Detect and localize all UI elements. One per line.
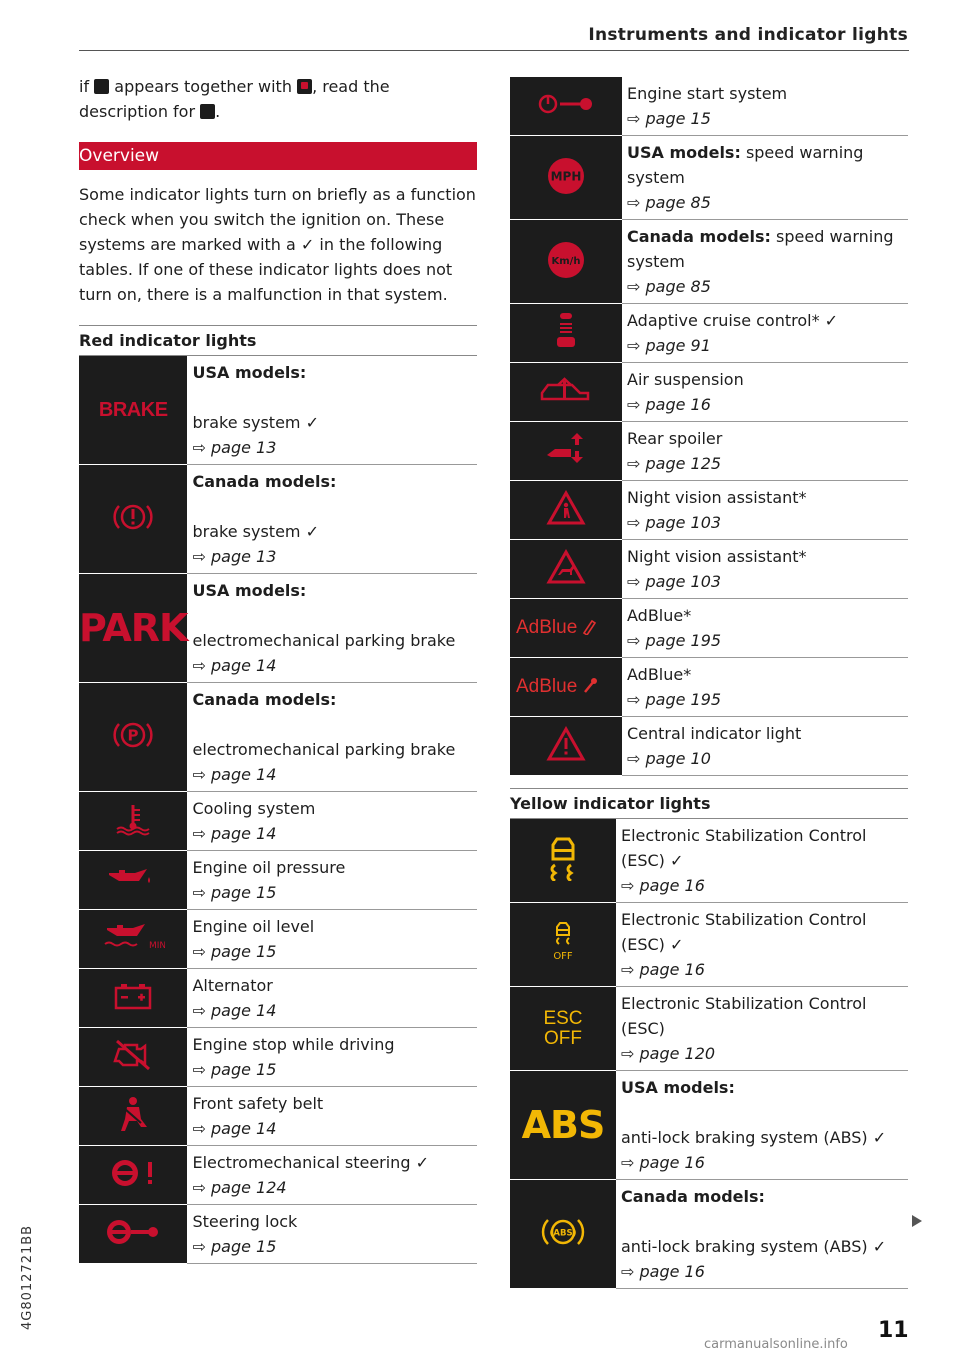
page-link[interactable]: ⇨ page 15 (192, 942, 277, 961)
page-link[interactable]: ⇨ page 85 (627, 277, 711, 296)
row-desc: Engine oil pressure (192, 858, 346, 877)
adblue-wrench-icon: AdBlue (510, 658, 622, 717)
intro-part1: if (79, 77, 90, 96)
page-link[interactable]: ⇨ page 120 (621, 1044, 716, 1063)
mph-icon (510, 136, 622, 220)
svg-text:MIN: MIN (149, 941, 166, 951)
row-desc: Alternator (192, 976, 273, 995)
brake-circle-icon (79, 465, 187, 574)
row-desc: speed warning system (627, 227, 894, 271)
page-link[interactable]: ⇨ page 16 (621, 1262, 705, 1281)
svg-text:P: P (127, 726, 139, 745)
oil-pressure-mini-icon-2 (200, 104, 215, 119)
page-link[interactable]: ⇨ page 15 (627, 109, 711, 128)
page-link[interactable]: ⇨ page 16 (621, 1153, 705, 1172)
row-desc: AdBlue* (627, 606, 692, 625)
row-desc: anti-lock braking system (ABS) ✓ (621, 1128, 887, 1147)
row-desc: AdBlue* (627, 665, 692, 684)
table-row (510, 363, 908, 422)
table-row (79, 1087, 477, 1146)
row-desc: Rear spoiler (627, 429, 723, 448)
row-title: Canada models: (192, 472, 337, 491)
page-link[interactable]: ⇨ page 15 (192, 1060, 277, 1079)
engine-start-icon (510, 77, 622, 136)
central-warning-icon (510, 717, 622, 776)
page-link[interactable]: ⇨ page 125 (627, 454, 722, 473)
row-desc: brake system ✓ (192, 413, 319, 432)
table-row (79, 574, 477, 683)
overview-heading: Overview (79, 142, 477, 170)
red-indicator-table (79, 356, 477, 1264)
table-row (79, 969, 477, 1028)
seatbelt-icon (79, 1087, 187, 1146)
svg-text:OFF: OFF (553, 950, 573, 962)
left-column (79, 74, 477, 1264)
row-desc: electromechanical parking brake (192, 740, 456, 759)
page-link[interactable]: ⇨ page 14 (192, 765, 277, 784)
table-row (510, 819, 908, 903)
coolant-icon (79, 792, 187, 851)
row-desc: Front safety belt (192, 1094, 324, 1113)
table-row (510, 481, 908, 540)
continue-arrow-icon (912, 1215, 922, 1227)
svg-text:Km/h: Km/h (551, 255, 581, 267)
night-vision-animal-icon (510, 540, 622, 599)
battery-icon (79, 969, 187, 1028)
overview-body: Some indicator lights turn on briefly as a function check when you switch the ignition on. These systems are marked with a ✓ in the following tables. If one of these indicator lights does not turn on, there is a malfunction in that system. (79, 185, 476, 304)
brake-text-icon: BRAKE (79, 356, 187, 465)
table-row (510, 422, 908, 481)
steering-icon (79, 1146, 187, 1205)
abs-text-icon: ABS (510, 1071, 616, 1180)
page-link[interactable]: ⇨ page 195 (627, 631, 722, 650)
row-title: USA models: (627, 143, 741, 162)
table-row (79, 910, 477, 969)
row-title: USA models: (192, 581, 307, 600)
row-desc: Night vision assistant* (627, 488, 807, 507)
row-desc: Engine start system (627, 84, 788, 103)
table-row (79, 792, 477, 851)
acc-icon (510, 304, 622, 363)
adblue-fill-icon: AdBlue (510, 599, 622, 658)
table-row (510, 77, 908, 136)
row-desc: Steering lock (192, 1212, 298, 1231)
page-link[interactable]: ⇨ page 85 (627, 193, 711, 212)
row-desc: Adaptive cruise control* ✓ (627, 311, 839, 330)
oil-pressure-icon (79, 851, 187, 910)
yellow-section-heading: Yellow indicator lights (510, 788, 908, 819)
page-link[interactable]: ⇨ page 124 (192, 1178, 287, 1197)
park-text-icon: PARK (79, 574, 187, 683)
page-link[interactable]: ⇨ page 103 (627, 572, 722, 591)
table-row (510, 903, 908, 987)
warning-mini-icon (297, 79, 312, 94)
table-row (510, 1071, 908, 1180)
row-title: USA models: (621, 1078, 735, 1097)
intro-text (79, 74, 477, 124)
page-link[interactable]: ⇨ page 14 (192, 1119, 277, 1138)
night-vision-person-icon (510, 481, 622, 540)
abs-circle-icon (510, 1180, 616, 1289)
table-row (79, 1146, 477, 1205)
table-row (79, 1028, 477, 1087)
page-link[interactable]: ⇨ page 91 (627, 336, 711, 355)
table-row (510, 1180, 908, 1289)
page-link[interactable]: ⇨ page 14 (192, 1001, 277, 1020)
row-desc: anti-lock braking system (ABS) ✓ (621, 1237, 887, 1256)
row-desc: Engine stop while driving (192, 1035, 395, 1054)
row-desc: Night vision assistant* (627, 547, 807, 566)
page-link[interactable]: ⇨ page 16 (627, 395, 711, 414)
row-desc: Engine oil level (192, 917, 315, 936)
row-desc: Electronic Stabilization Control (ESC) (621, 994, 867, 1038)
table-row (510, 987, 908, 1071)
row-desc: Central indicator light (627, 724, 802, 743)
oil-pressure-mini-icon (94, 79, 109, 94)
row-desc: electromechanical parking brake (192, 631, 456, 650)
footer-watermark: carmanualsonline.info (704, 1337, 848, 1352)
rear-spoiler-icon (510, 422, 622, 481)
svg-text:(ABS): (ABS) (549, 1228, 577, 1239)
table-row (79, 465, 477, 574)
page-link[interactable]: ⇨ page 10 (627, 749, 711, 768)
park-circle-icon (79, 683, 187, 792)
row-desc: Cooling system (192, 799, 316, 818)
row-desc: speed warning system (627, 143, 864, 187)
table-row (510, 220, 908, 304)
intro-part2: appears together with (114, 77, 292, 96)
document-code: 4G8012721BB (20, 1224, 35, 1330)
esc-icon (510, 819, 616, 903)
row-desc: Air suspension (627, 370, 744, 389)
header-rule (79, 50, 909, 51)
esc-off-text-icon: ESC OFF (510, 987, 616, 1071)
page-link[interactable]: ⇨ page 16 (621, 876, 705, 895)
row-desc: brake system ✓ (192, 522, 319, 541)
red-indicator-table-continued (510, 77, 908, 776)
page-number: 11 (878, 1318, 909, 1343)
table-row (79, 851, 477, 910)
header-title: Instruments and indicator lights (588, 25, 908, 45)
esc-off-small-icon (510, 903, 616, 987)
page-link[interactable]: ⇨ page 195 (627, 690, 722, 709)
red-section-heading: Red indicator lights (79, 325, 477, 356)
right-column (510, 77, 908, 1289)
table-row (79, 1205, 477, 1264)
row-title: Canada models: (627, 227, 771, 246)
table-row (510, 658, 908, 717)
svg-text:MPH: MPH (550, 169, 582, 183)
table-row (510, 540, 908, 599)
page-link[interactable]: ⇨ page 14 (192, 824, 277, 843)
page-link[interactable]: ⇨ page 13 (192, 438, 277, 457)
page-link[interactable]: ⇨ page 16 (621, 960, 705, 979)
page-link[interactable]: ⇨ page 14 (192, 656, 277, 675)
row-desc: Electromechanical steering ✓ (192, 1153, 429, 1172)
table-row (510, 136, 908, 220)
row-title: Canada models: (621, 1187, 765, 1206)
table-row (79, 356, 477, 465)
row-title: USA models: (192, 363, 307, 382)
table-row (510, 304, 908, 363)
intro-part3: , read the description for (79, 77, 390, 121)
table-row (510, 599, 908, 658)
table-row (510, 717, 908, 776)
table-row (79, 683, 477, 792)
page-link[interactable]: ⇨ page 103 (627, 513, 722, 532)
kmh-icon (510, 220, 622, 304)
steering-lock-icon (79, 1205, 187, 1264)
row-desc: Electronic Stabilization Control (ESC) ✓ (621, 826, 867, 870)
oil-level-icon (79, 910, 187, 969)
page-link[interactable]: ⇨ page 15 (192, 1237, 277, 1256)
row-desc: Electronic Stabilization Control (ESC) ✓ (621, 910, 867, 954)
yellow-indicator-table (510, 819, 908, 1289)
row-title: Canada models: (192, 690, 337, 709)
air-suspension-icon (510, 363, 622, 422)
page-link[interactable]: ⇨ page 15 (192, 883, 277, 902)
engine-stop-icon (79, 1028, 187, 1087)
intro-part4: . (215, 102, 221, 121)
page-link[interactable]: ⇨ page 13 (192, 547, 277, 566)
